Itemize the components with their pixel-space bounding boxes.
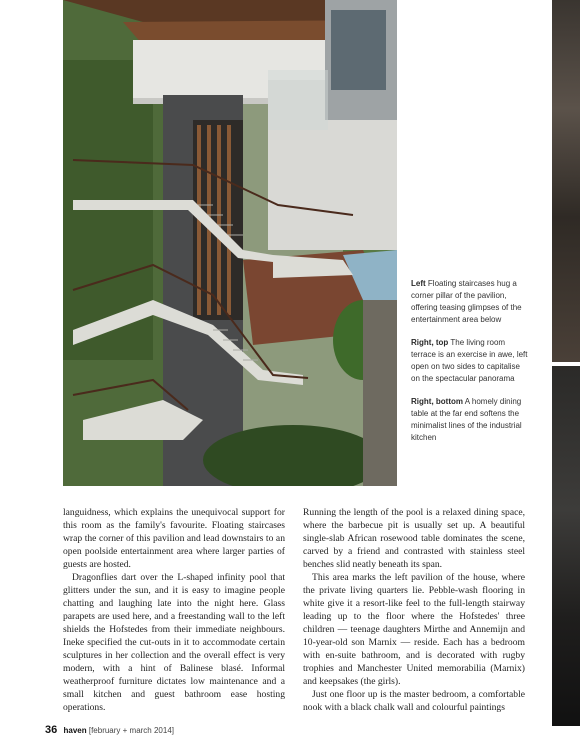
caption-right-top-text: The living room terrace is an exercise in awe, left open on two sides to capitalise on the spectacular panorama xyxy=(411,338,528,383)
caption-right-bottom-text: A homely dining table at the far end softens the minimalist lines of the industrial kitchen xyxy=(411,397,522,442)
body-paragraph: This area marks the left pavilion of the house, where the private living quarters lie. Pebble-wash flooring in white give it a resort-like feel to the full-length stairway leading up to the floor where the Hofstedes' three children — teenage daughters Mirthe and Annemijn and 10-year-old son Marnix — reside. Each has a bedroom with en-suite bathroom, and is decorated with rugby trophies and Manchester United memorabilia (Marnix) and keepsakes (the girls). xyxy=(303,572,525,687)
caption-right-bottom xyxy=(411,396,531,444)
caption-right-top-head: Right, top xyxy=(411,338,449,347)
caption-right-top xyxy=(411,337,531,385)
staircase-photo xyxy=(63,0,397,486)
staircase-illustration xyxy=(63,0,397,486)
body-column-right xyxy=(303,506,525,714)
caption-left xyxy=(411,278,531,326)
issue-date: [february + march 2014] xyxy=(88,726,174,735)
caption-right-bottom-head: Right, bottom xyxy=(411,397,463,406)
caption-left-text: Floating staircases hug a corner pillar of the pavilion, offering teasing glimpses of the entertainment area below xyxy=(411,279,522,324)
body-column-left xyxy=(63,506,285,714)
living-room-terrace-photo xyxy=(552,0,580,362)
dining-table-photo xyxy=(552,366,580,726)
magazine-name: haven xyxy=(63,726,87,735)
body-paragraph: Just one floor up is the master bedroom, a comfortable nook with a black chalk wall and colourful paintings xyxy=(303,689,525,713)
body-paragraph: Running the length of the pool is a relaxed dining space, where the barbecue pit is usually set up. A beautiful single-slab African rosewood table dominates the scene, carved by a friend and contrasted with stainless steel benches slid neatly beneath its span. xyxy=(303,507,525,570)
photo-captions xyxy=(411,278,531,455)
body-paragraph: languidness, which explains the unequivocal support for this room as the family's favourite. Floating staircases wrap the corner of this pavilion and lead downstairs to an open poolside entertainment area where larger parties of guests are hosted. xyxy=(63,507,285,570)
page-number: 36 xyxy=(45,724,58,736)
body-paragraph: Dragonflies dart over the L-shaped infinity pool that glitters under the sun, and it is easy to imagine people chatting and laughing late into the night here. Glass parapets are used here, and a freestanding wall to the left shields the Hofstedes from their immediate neighbours. Ineke specified the cut-outs in it to accommodate certain sculptures in her collection and the overall effect is very modern, with a hint of Balinese blasé. Informal weatherproof furniture dictates low maintenance and a small kitchen and guest bathroom ease hosting operations. xyxy=(63,572,285,713)
page-folio xyxy=(45,724,174,736)
caption-left-head: Left xyxy=(411,279,426,288)
